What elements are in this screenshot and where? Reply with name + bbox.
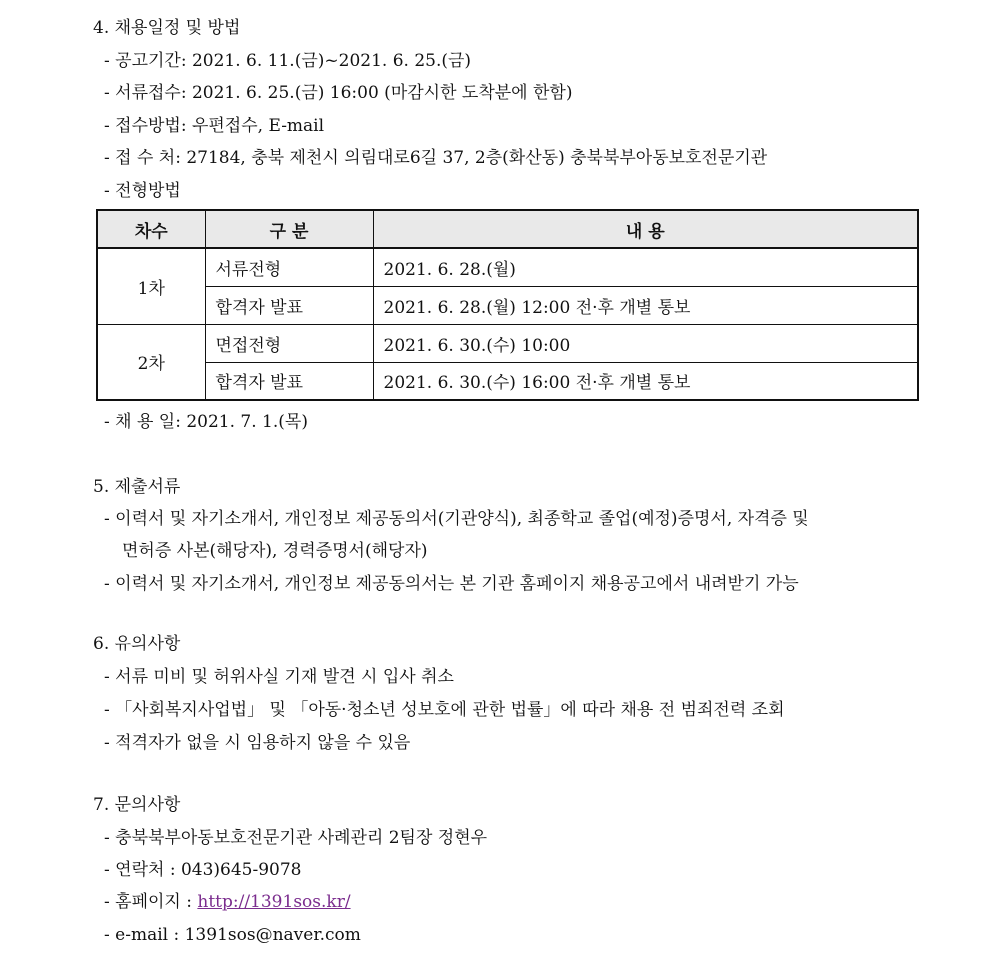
- selection-method-label: - 전형방법: [104, 181, 181, 201]
- posting-period: - 공고기간: 2021. 6. 11.(금)~2021. 6. 25.(금): [104, 51, 472, 71]
- category-cell: 합격자 발표: [205, 286, 373, 324]
- header-round: 차수: [97, 210, 205, 248]
- contact-phone: - 연락처 : 043)645-9078: [104, 860, 302, 880]
- category-cell: 면접전형: [205, 324, 373, 362]
- homepage-line: [104, 890, 351, 914]
- category-cell: 서류전형: [205, 248, 373, 286]
- content-cell: 2021. 6. 28.(월): [373, 248, 918, 286]
- content-cell: 2021. 6. 30.(수) 16:00 전·후 개별 통보: [373, 362, 918, 400]
- section4-heading: 4. 채용일정 및 방법: [93, 18, 241, 38]
- table-row: [97, 286, 918, 324]
- homepage-label: - 홈페이지 :: [104, 892, 198, 912]
- section6-heading: 6. 유의사항: [93, 634, 181, 654]
- content-cell: 2021. 6. 28.(월) 12:00 전·후 개별 통보: [373, 286, 918, 324]
- table-row: [97, 248, 918, 286]
- table-row: [97, 362, 918, 400]
- category-cell: 합격자 발표: [205, 362, 373, 400]
- application-address: - 접 수 처: 27184, 충북 제천시 의림대로6길 37, 2층(화산동) 충북북부아동보호전문기관: [104, 148, 768, 168]
- table-header-row: [97, 210, 918, 248]
- homepage-link[interactable]: http://1391sos.kr/: [197, 892, 351, 912]
- content-cell: 2021. 6. 30.(수) 10:00: [373, 324, 918, 362]
- documents-list-line2: 면허증 사본(해당자), 경력증명서(해당자): [122, 541, 428, 561]
- documents-download-note: - 이력서 및 자기소개서, 개인정보 제공동의서는 본 기관 홈페이지 채용공고에서 내려받기 가능: [104, 574, 799, 594]
- documents-list-line1: - 이력서 및 자기소개서, 개인정보 제공동의서(기관양식), 최종학교 졸업(예정)증명서, 자격증 및: [104, 509, 809, 529]
- round-1-cell: 1차: [97, 248, 205, 324]
- section7-heading: 7. 문의사항: [93, 795, 181, 815]
- application-method: - 접수방법: 우편접수, E-mail: [104, 116, 325, 136]
- header-content: 내 용: [373, 210, 918, 248]
- table-row: [97, 324, 918, 362]
- hire-date: - 채 용 일: 2021. 7. 1.(목): [104, 412, 308, 432]
- notice-item: - 「사회복지사업법」 및 「아동·청소년 성보호에 관한 법률」에 따라 채용 전 범죄전력 조회: [104, 700, 785, 720]
- round-2-cell: 2차: [97, 324, 205, 400]
- header-category: 구 분: [205, 210, 373, 248]
- contact-email: - e-mail : 1391sos@naver.com: [104, 925, 361, 945]
- selection-schedule-table: [96, 209, 919, 401]
- notice-item: - 적격자가 없을 시 임용하지 않을 수 있음: [104, 733, 411, 753]
- contact-person: - 충북북부아동보호전문기관 사례관리 2팀장 정현우: [104, 828, 488, 848]
- notice-item: - 서류 미비 및 허위사실 기재 발견 시 입사 취소: [104, 667, 454, 687]
- application-deadline: - 서류접수: 2021. 6. 25.(금) 16:00 (마감시한 도착분에 한함): [104, 83, 573, 103]
- section5-heading: 5. 제출서류: [93, 477, 181, 497]
